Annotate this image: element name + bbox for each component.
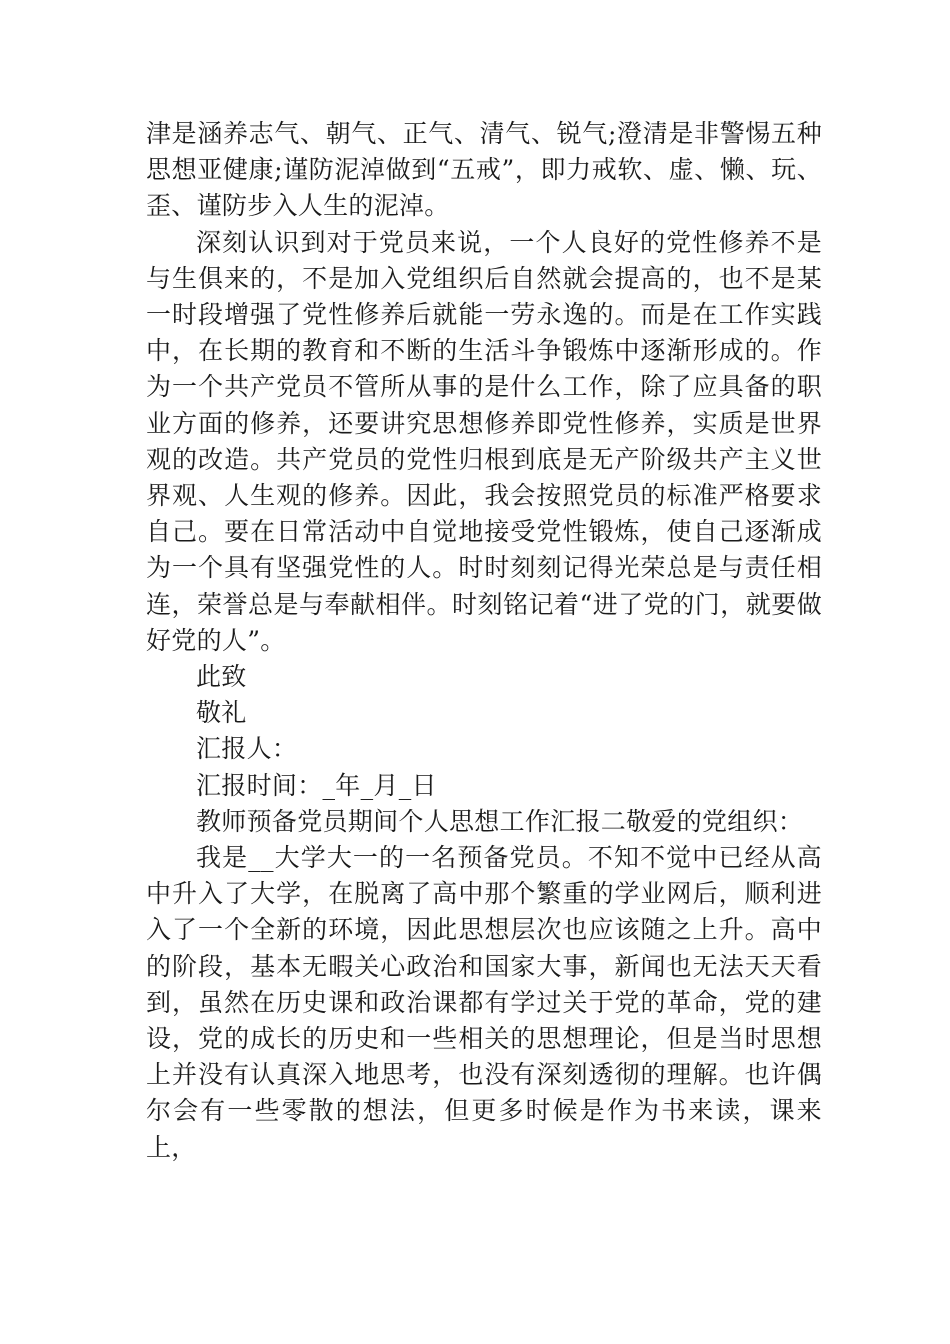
reporter-line: 汇报人： [196,734,298,764]
document-body [146,116,822,1166]
paragraph-introduction: 我是__大学大一的一名预备党员。不知不觉中已经从高中升入了大学，在脱离了高中那个繁重的学业网后，顺利进入了一个全新的环境，因此思想层次也应该随之上升。高中的阶段，基本无暇关心政治和国家大事，新闻也无法天天看到，虽然在历史课和政治课都有学过关于党的革命，党的建设，党的成长的历史和一些相关的思想理论，但是当时思想上并没有认真深入地思考，也没有深刻透彻的理解。也许偶尔会有一些零散的想法，但更多时候是作为书来读，课来上， [146,843,822,1162]
section-heading-report-two: 教师预备党员期间个人思想工作汇报二敬爱的党组织： [196,806,804,836]
paragraph-continued: 津是涵养志气、朝气、正气、清气、锐气;澄清是非警惕五种思想亚健康;谨防泥淖做到“五戒”，即力戒软、虚、懒、玩、歪、谨防步入人生的泥淖。 [146,119,822,221]
paragraph-party-spirit: 深刻认识到对于党员来说，一个人良好的党性修养不是与生俱来的，不是加入党组织后自然就会提高的，也不是某一时段增强了党性修养后就能一劳永逸的。而是在工作实践中，在长期的教育和不断的生活斗争锻炼中逐渐形成的。作为一个共产党员不管所从事的是什么工作，除了应具备的职业方面的修养，还要讲究思想修养即党性修养，实质是世界观的改造。共产党员的党性归根到底是无产阶级共产主义世界观、人生观的修养。因此，我会按照党员的标准严格要求自己。要在日常活动中自觉地接受党性锻炼，使自己逐渐成为一个具有坚强党性的人。时时刻刻记得光荣总是与责任相连，荣誉总是与奉献相伴。时刻铭记着“进了党的门，就要做好党的人”。 [146,227,822,655]
closing-salutation-2: 敬礼 [196,698,247,728]
closing-salutation-1: 此致 [196,662,247,692]
report-time-line: 汇报时间：_年_月_日 [196,770,437,800]
